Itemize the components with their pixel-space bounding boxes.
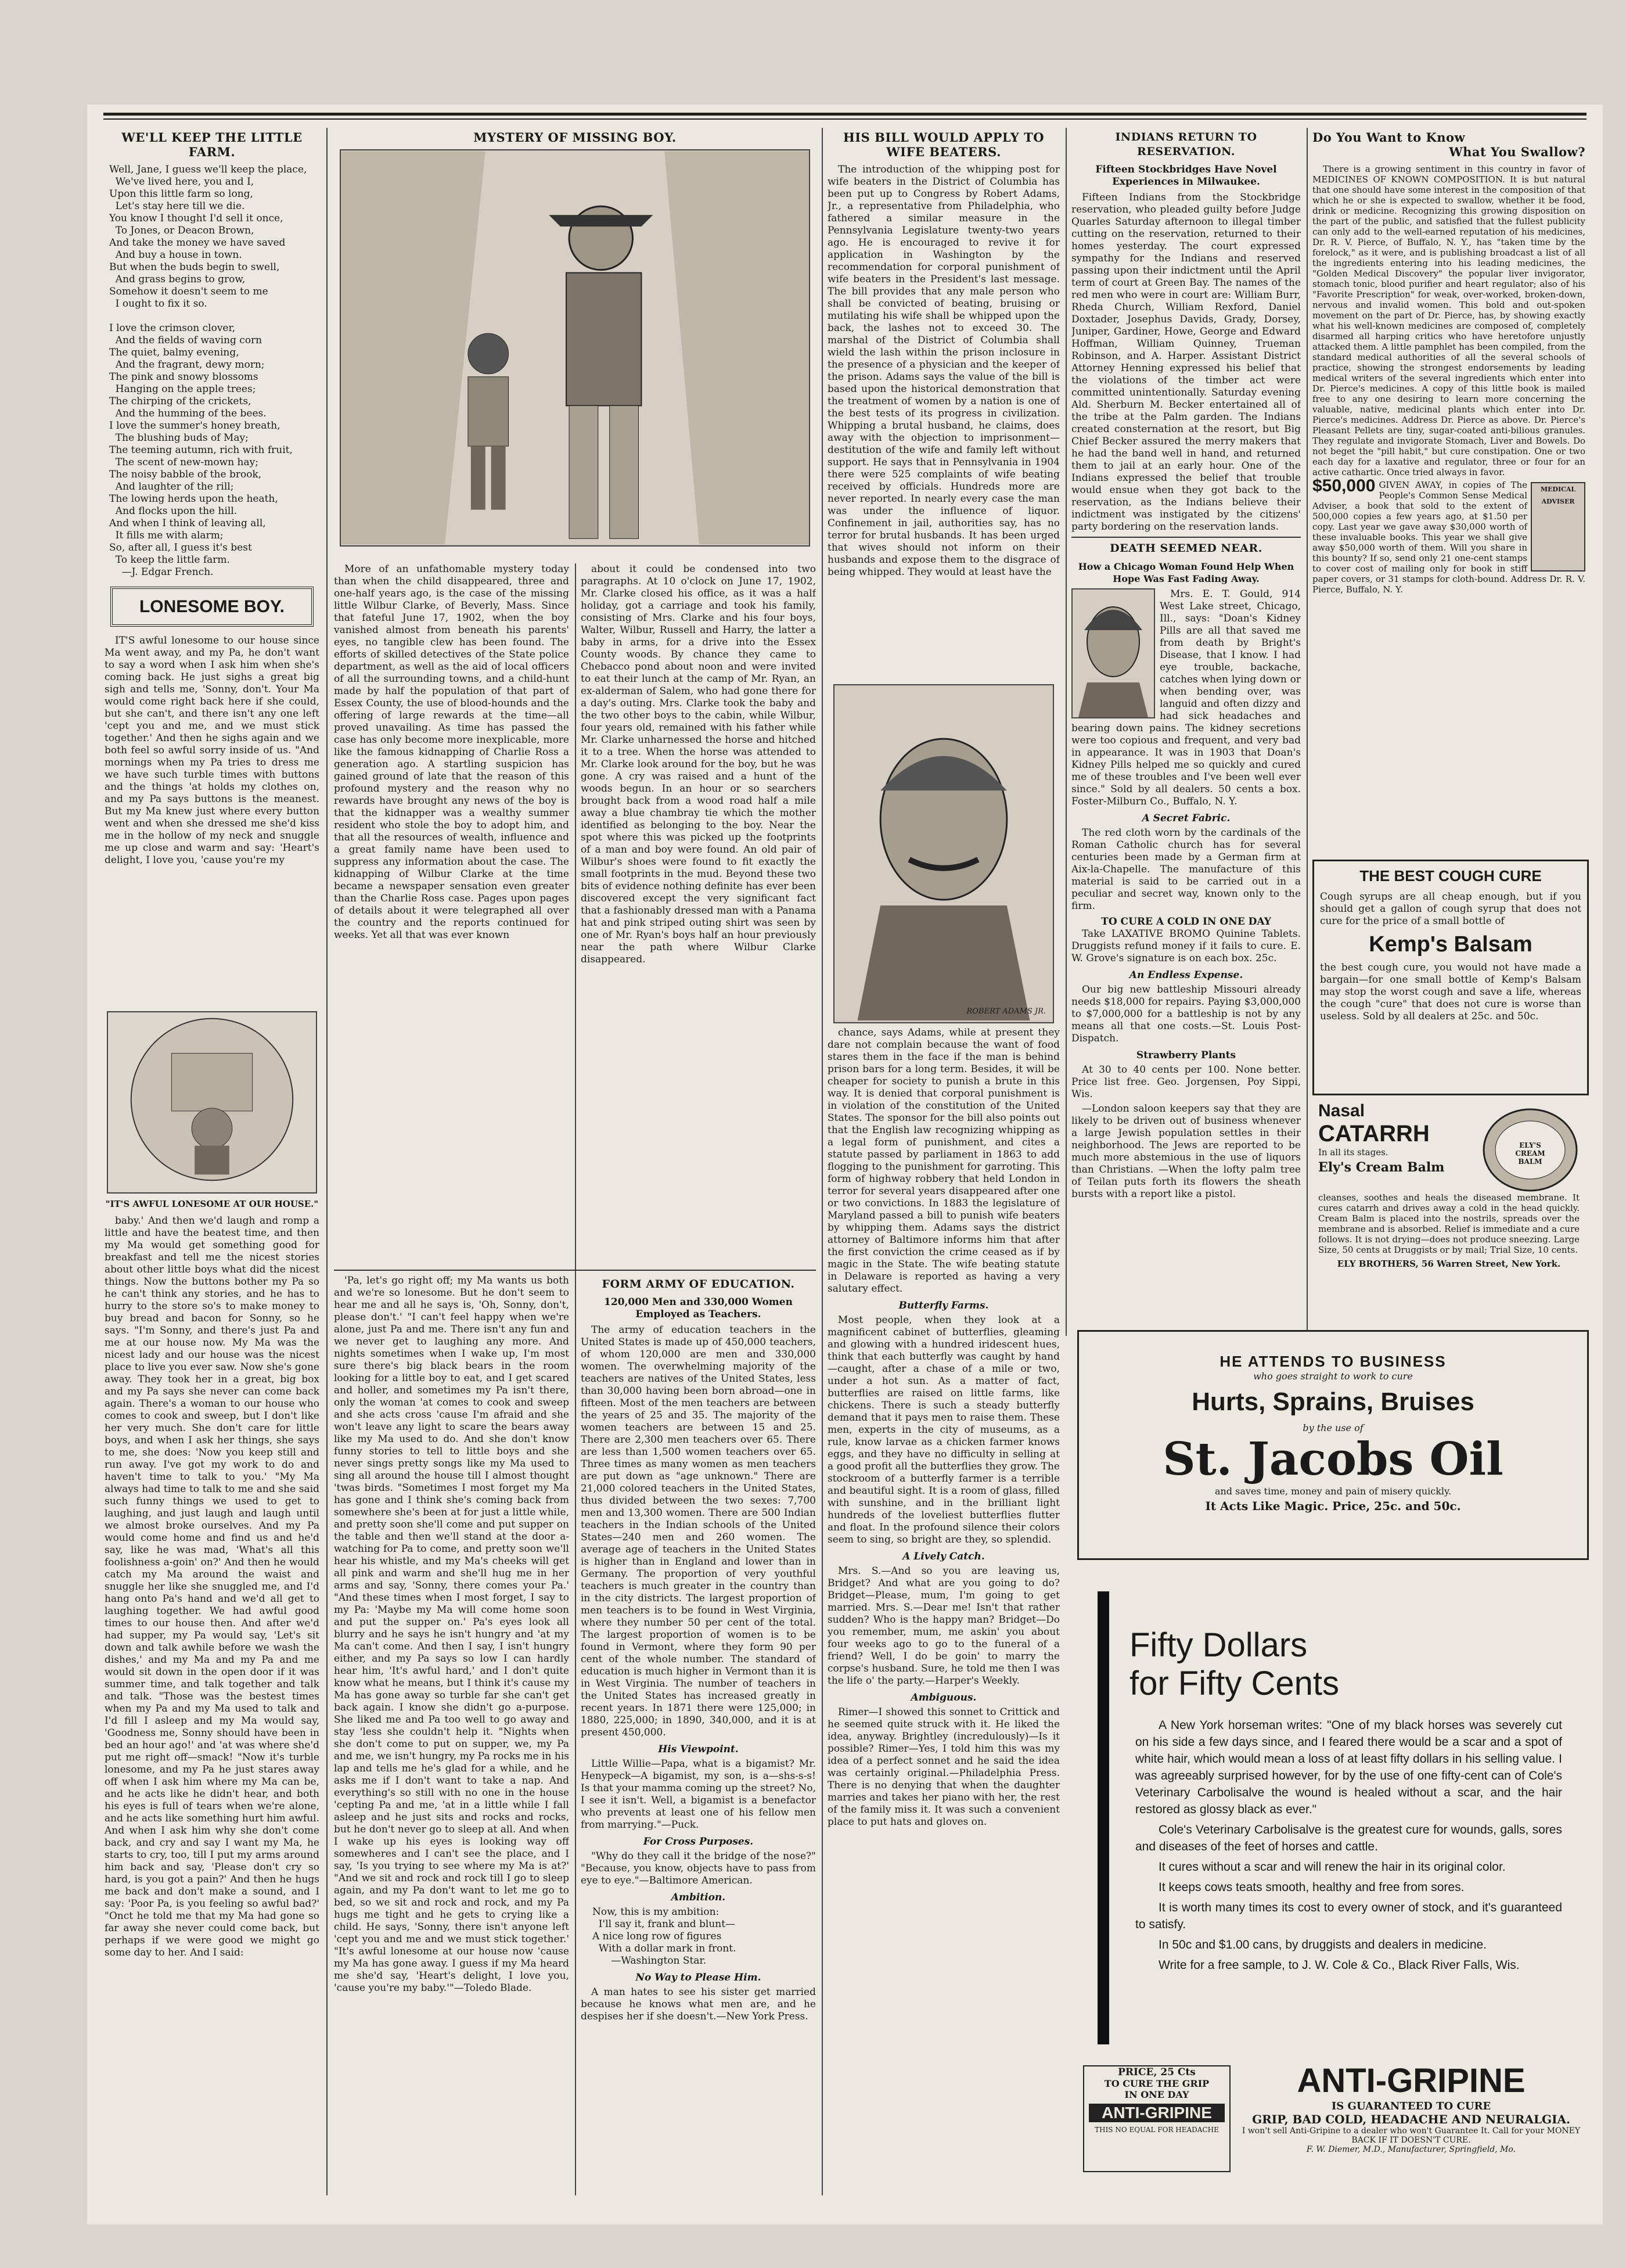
antigripine-box2: IN ONE DAY bbox=[1124, 2089, 1189, 2100]
catarrh-text: cleanses, soothes and heals the diseased membrane. It cures catarrh and drives away a cold in the head quickly. Cream Balm is placed into the nostrils, spreads over the membrane and is absorbed. Relief is immediate and a cure follows. It is not drying—does not produce sneezing. Large Size, 50 cents at Druggists or by mail; Trial Size, 10 cents. bbox=[1318, 1192, 1580, 1255]
antigripine-title: ANTI-GRIPINE bbox=[1297, 2062, 1526, 2100]
bill-title: HIS BILL WOULD APPLY TO WIFE BEATERS. bbox=[843, 130, 1045, 159]
catarrh-ad bbox=[1312, 1098, 1585, 1318]
kemps-text1: Cough syrups are all cheap enough, but if you should get a gallon of cough syrup that does not cure for the price of a small bottle of bbox=[1320, 891, 1581, 927]
ambition-text: Now, this is my ambition: I'll say it, frank and blunt— A nice long row of figures With a dollar mark in front. —Washington Star. bbox=[592, 1906, 736, 1967]
bill-text2: chance, says Adams, while at present they dare not complain because the want of food stares them in the face if the man is behind prison bars for a long term. Besides, it will be cheaper for society to punish a brute in this way. It is denied that corporal punishment is in violation of the constitution of the United States. The sponsor for the bill also points out that the English law recognizing whipping as a legal form of punishment, and cites a statute passed by parliament in 1863 to add flogging to the punishment for garroting. This form of highway robbery that held London in terror for several years disappeared after one or two convictions. In 1883 the legislature of Maryland passed a bill to punish wife beaters by whipping them. Adams says the district attorney of Baltimore informs him that after the first conviction the crime ceased as if by magic in the State. The wife beating statute in Delaware is reported as having a very salutary effect. bbox=[828, 1027, 1060, 1295]
lonesome-illustration bbox=[107, 1011, 317, 1194]
ambition-title: Ambition. bbox=[671, 1892, 726, 1903]
doans-subtitle: How a Chicago Woman Found Help When Hope Was Fast Fading Away. bbox=[1078, 561, 1294, 584]
jacobs-brand: St. Jacobs Oil bbox=[1163, 1433, 1503, 1486]
fifty-text: A New York horseman writes: "One of my black horses was severely cut on his side a few days since, and I feared there would be a scar and a spot of white hair, which would mean a loss of at least fifty dollars in his selling value. I was agreeably surprised however, for by the use of one fifty-cent can of Cole's Veterinary Carbolisalve the wound is healed without a scar, and the hair restored as glossy black as ever." bbox=[1135, 1719, 1562, 1816]
top-rule-thin bbox=[103, 118, 1587, 120]
antigripine-box3: ANTI-GRIPINE bbox=[1089, 2104, 1225, 2122]
medical-book-icon bbox=[1531, 482, 1585, 572]
mystery-text2: about it could be condensed into two paragraphs. At 10 o'clock on June 17, 1902, Mr. Clarke closed his office, as it was a half holiday, got a carriage and took his family, consisting of Mrs. Clarke and his four boys, Walter, Wilbur, Russell and Harry, the latter a baby in arms, for a drive into the Essex County woods. By chance they came to Chebacco pond about noon and were invited to eat their lunch at the camp of Mr. Ryan, an ex-alderman of Salem, who had gone there for a day's outing. Mrs. Clarke took the baby and the two other boys to the cabin, while Wilbur, four years old, remained with his father while Mr. Clarke unharnessed the horse and hitched it to a tree. When the horse was attended to Mr. Clarke look around for the boy, but he was gone. A cry was raised and a hunt of the woods begun. In an hour or so searchers brought back from a wood road half a mile away a blue chambray tie which the mother identified as belonging to the boy. Near the spot where this was picked up the footprints of a man and boy were found. An old pair of Wilbur's shoes were found to fit exactly the small footprints in the mud. Beyond these two bits of evidence nothing definite has ever been discovered except the very significant fact that a fashionably dressed man with a Panama hat and pink striped outing shirt was seen by one of Mr. Ryan's boys half an hour previously near the path where Wilbur Clarke disappeared. bbox=[581, 563, 816, 965]
education-text: The army of education teachers in the United States is made up of 450,000 teachers, of whom 120,000 are men and 330,000 women. The overwhelming majority of the teachers are natives of the United States, less than 30,000 having been born abroad—one in fifteen. Most of the men teachers are between the years of 25 and 35. The majority of the women teachers are between 15 and 25. There are 2,300 men teachers over 65. There are less than 1,500 women teachers over 65. Three times as many women as men teachers are put down as "age unknown." There are 21,000 colored teachers in the United States, thus divided between the two sexes: 7,700 men and 13,300 women. There are 500 Indian teachers in the Indian schools of the United States—240 men and 260 women. The average age of teachers in the United States is higher than in England and lower than in Germany. The proportion of very youthful teachers is much greater in the country than in the city districts. The largest proportion of men teachers is to be found in West Virginia, where they number 50 per cent of the total. The largest proportion of women is to be found in Vermont, where they form 90 per cent of the whole number. The standard of education is much higher in Vermont than it is in West Virginia. The number of teachers in the United States has increased greatly in recent years. In 1871 there were 125,000; in 1880, 225,000; in 1890, 340,000, and it is at present 450,000. bbox=[581, 1324, 816, 1738]
fabric-text: The red cloth worn by the cardinals of the Roman Catholic church has for several centuries been made by a German firm at Aix-la-Chapelle. The manufacture of this material is said to be carried out in a peculiar and secret way, known only to the firm. bbox=[1071, 827, 1301, 912]
mystery-bottom-rule bbox=[334, 1270, 816, 1271]
viewpoint-title: His Viewpoint. bbox=[658, 1744, 739, 1755]
poem-body bbox=[109, 164, 319, 578]
doans-title: DEATH SEEMED NEAR. bbox=[1110, 542, 1262, 555]
mystery-text1: More of an unfathomable mystery today than when the child disappeared, three and one-half years ago, is the case of the missing little Wilbur Clarke, of Beverly, Mass. Since that fateful June 17, 1902, when the boy vanished almost from beneath his parents' eyes, no tangible clew has been found. The efforts of skilled detectives of the State police department, as well as the aid of local officers of all the surrounding towns, and a child-hunt made by half the population of that part of Essex County, the use of blood-hounds and the offering of large rewards at the time—all proved unavailing. As time has passed the case has only become more inexplicable, more like the famous kidnapping of Charlie Ross a generation ago. A startling suspicion has gained ground of late that the reason of this profound mystery and the reason why no rewards have brought any news of the boy is that the kidnapper was a wealthy summer resident who stole the boy to adopt him, and that all the resources of wealth, influence and a great family name have been used to suppress any information about the case. The kidnapping of Wilbur Clarke at the time became a newspaper sensation even greater than the Charlie Ross case. Pages upon pages of details about it were telegraphed all over the country and the reports continued for weeks. Yet all that was ever known bbox=[334, 563, 569, 941]
fifty-p2: Cole's Veterinary Carbolisalve is the greatest cure for wounds, galls, sores and diseases of the feet of horses and cattle. bbox=[1135, 1823, 1562, 1853]
jacobs-line1: HE ATTENDS TO BUSINESS bbox=[1220, 1353, 1447, 1370]
pierce-title2: What You Swallow? bbox=[1449, 145, 1585, 159]
catarrh-stage: In all its stages. bbox=[1318, 1147, 1388, 1158]
catarrh-address: ELY BROTHERS, 56 Warren Street, New York. bbox=[1337, 1259, 1561, 1269]
mystery-col-a bbox=[334, 563, 569, 1266]
column-1 bbox=[105, 128, 319, 2195]
viewpoint-text: Little Willie—Papa, what is a bigamist? Mr. Henypeck—A bigamist, my son, is a—shs-s-s! Is that your mamma coming up the street? No, I see it isn't. Well, a bigamist is a benefactor who prevents at least one of his fellow men from marrying."—Puck. bbox=[581, 1758, 816, 1831]
education-subtitle: 120,000 Men and 330,000 Women Employed as Teachers. bbox=[604, 1296, 793, 1320]
expense-text: Our big new battleship Missouri already needs $18,000 for repairs. Paying $3,000,000 to $7,000,000 for a battleship is not by any means all that one costs.—St. Louis Post-Dispatch. bbox=[1071, 984, 1301, 1044]
indians-subtitle: Fifteen Stockbridges Have Novel Experiences in Milwaukee. bbox=[1095, 164, 1277, 188]
education-title: FORM ARMY OF EDUCATION. bbox=[602, 1278, 795, 1291]
antigripine-ad bbox=[1077, 2062, 1585, 2178]
column-rule-1 bbox=[326, 128, 328, 2195]
kemps-ad bbox=[1312, 860, 1589, 1095]
antigripine-price: PRICE, 25 Cts bbox=[1118, 2066, 1196, 2078]
jacobs-line5: and saves time, money and pain of misery quickly. bbox=[1214, 1486, 1452, 1497]
mystery-col-b bbox=[581, 563, 816, 1266]
cross-text: "Why do they call it the bridge of the nose?" "Because, you know, objects have to pass from eye to eye."—Baltimore American. bbox=[581, 1850, 816, 1886]
antigripine-line4: F. W. Diemer, M.D., Manufacturer, Springfield, Mo. bbox=[1306, 2145, 1516, 2154]
jacobs-line6: It Acts Like Magic. Price, 25c. and 50c. bbox=[1205, 1499, 1461, 1513]
catch-title: A Lively Catch. bbox=[902, 1551, 985, 1562]
portrait-caption: ROBERT ADAMS JR. bbox=[966, 1007, 1046, 1016]
fabric-title: A Secret Fabric. bbox=[1142, 813, 1231, 824]
fifty-p4: It keeps cows teats smooth, healthy and free from sores. bbox=[1159, 1881, 1465, 1894]
catarrh-brand: Ely's Cream Balm bbox=[1318, 1160, 1445, 1175]
bill-text1: The introduction of the whipping post for wife beaters in the District of Columbia has been put up to Congress by Robert Adams, Jr., a representative from Philadelphia, who fathered a similar measure in the Pennsylvania Legislature twenty-two years ago. He is encouraged to revive it for application in Washington by the recommendation for corporal punishment of wife beaters in the President's last message. The bill provides that any male person who shall be convicted of beating, bruising or mutilating his wife shall be whipped upon the back, the lashes not to exceed 30. The marshal of the District of Columbia shall wield the lash within the prison inclosure in the presence of a physician and the keeper of the prison. Adams says the value of the bill is based upon the historical demonstration that the treatment of women by a nation is one of the best tests of its progress in civilization. Whipping a brutal husband, he claims, does away with the objection to imprisonment—destitution of the wife and family left without support. He says that in Pennsylvania in 1904 there were 525 complaints of wife beating received by officials. Hundreds more are never reported. In nearly every case the man was under the influence of liquor. Confinement in jail, authorities say, has no terror for brutal husbands. It has been urged that wives should not inform on their husbands and expose them to the disgrace of being whipped. They would at least have the bbox=[828, 164, 1060, 578]
doans-portrait bbox=[1071, 588, 1155, 718]
expense-title: An Endless Expense. bbox=[1129, 969, 1243, 981]
antigripine-box4: THIS NO EQUAL FOR HEADACHE bbox=[1095, 2126, 1219, 2134]
bill-text1-wrap bbox=[828, 164, 1060, 681]
bill-column bbox=[828, 128, 1060, 2195]
column-rule-3 bbox=[822, 128, 823, 2195]
catarrh-title1: Nasal bbox=[1318, 1101, 1365, 1120]
fifty-p7: Write for a free sample, to J. W. Cole & Co., Black River Falls, Wis. bbox=[1159, 1958, 1520, 1972]
straw-title: Strawberry Plants bbox=[1136, 1049, 1236, 1061]
indians-text: Fifteen Indians from the Stockbridge reservation, who pleaded guilty before Judge Quarles Saturday afternoon to illegal timber cutting on the reservation, returned to their homes yesterday. The court expressed sympathy for the Indians and reserved passing upon their indictment until the April term of court at Green Bay. The names of the red men who were in court are: William Burr, Rheda Church, William Rexford, Daniel Doxtader, Josephus Davids, Grady, Dorsey, Juniper, Gardiner, Howe, George and Edward Hoffman, William Quinney, Trueman Robinson, and A. Harper. Assistant District Attorney Henning expressed his belief that the violations of the timber act were committed unintentionally. Saturday evening Ald. Sherburn M. Becker entertained all of the tribe at the Palm garden. The Indians created consternation at the resort, but Big Chief Becker assured the merry makers that he had the band well in hand, and returned them to jail at an early hour. One of the Indians expressed the belief that trouble would ensue when they got back to the reservation, as the Indians believe their indictment was instigated by the citizens' party bordering on the reservation lands. bbox=[1071, 192, 1301, 533]
doans-text: Mrs. E. T. Gould, 914 West Lake street, Chicago, Ill., says: "Doan's Kidney Pills are all that saved me from death by Bright's Disease, that I know. I had eye trouble, backache, catches when lying down or when bending over, was languid and often dizzy and had sick headaches and bearing down pains. The kidney secretions were too copious and frequent, and very bad in appearance. It was in 1903 that Doan's Kidney Pills helped me so quickly and cured me of these troubles and I've been well ever since." Sold by all dealers. 50 cents a box. Foster-Milburn Co., Buffalo, N. Y. bbox=[1071, 588, 1301, 807]
jacobs-line4: by the use of bbox=[1303, 1422, 1364, 1433]
catarrh-title2: CATARRH bbox=[1318, 1121, 1430, 1146]
indians-column bbox=[1071, 128, 1301, 1336]
ambiguous-title: Ambiguous. bbox=[911, 1692, 977, 1703]
straw-text: At 30 to 40 cents per 100. None better. Price list free. Geo. Jorgensen, Poy Sippi, Wis. bbox=[1071, 1064, 1301, 1100]
antigripine-line3: I won't sell Anti-Gripine to a dealer who won't Guarantee It. Call for your MONEY BACK IF IT DOESN'T CURE. bbox=[1242, 2126, 1581, 2145]
top-rule bbox=[103, 113, 1587, 116]
poem-lines: Well, Jane, I guess we'll keep the place, We've lived here, you and I, Upon this little farm so long, Let's stay here till we die. You know I thought I'd sell it once, To Jones, or Deacon Brown, And take the money we have saved And buy a house in town. But when the buds begin to swell, And grass begins to grow, Somehow it doesn't seem to me I ought to fix it so. I love the crimson clover, And the fields of waving corn The quiet, balmy evening, And the fragrant, dewy morn; The pink and snowy blossoms Hanging on the apple trees; The chirping of the crickets, And the humming of the bees. I love the summer's honey breath, The blushing buds of May; The teeming autumn, rich with fruit, The scent of new-mown hay; The noisy babble of the brook, And laughter of the rill; The lowing herds upon the heath, And flocks upon the hill. And when I think of leaving all, It fills me with alarm; So, after all, I guess it's best To keep the little farm. —J. Edgar French. bbox=[109, 164, 307, 578]
antigripine-box-icon bbox=[1083, 2065, 1231, 2172]
poem-title: WE'LL KEEP THE LITTLE FARM. bbox=[121, 130, 303, 159]
lonesome-text-wrap bbox=[105, 635, 319, 1007]
noway-text: A man hates to see his sister get married because he knows what men are, and he despises her if she doesn't.—New York Press. bbox=[581, 1986, 816, 2022]
cold-title: TO CURE A COLD IN ONE DAY bbox=[1101, 916, 1271, 928]
boy-illustration-icon bbox=[108, 1012, 316, 1192]
fifty-ad bbox=[1098, 1591, 1568, 2044]
portrait-illustration-icon bbox=[834, 685, 1053, 1022]
fifty-title2: for Fifty Cents bbox=[1129, 1665, 1339, 1702]
antigripine-line1: IS GUARANTEED TO CURE bbox=[1331, 2100, 1491, 2112]
pierce-ad bbox=[1312, 128, 1585, 854]
lonesome-col-continued bbox=[334, 1275, 569, 2192]
education-column bbox=[581, 1275, 816, 2192]
lonesome-caption: "IT'S AWFUL LONESOME AT OUR HOUSE." bbox=[105, 1199, 319, 1209]
fifty-p6: In 50c and $1.00 cans, by druggists and dealers in medicine. bbox=[1159, 1938, 1487, 1951]
pierce-title: Do You Want to Know bbox=[1312, 130, 1466, 145]
misc-text: —London saloon keepers say that they are likely to be driven out of business whenever a large Jewish population settles in their neighborhood. The Jews are reported to be much more abstemious in the use of liquors than Christians. —When the lofty palm tree of Teilan puts forth its flowers the sheath bursts with a report like a pistol. bbox=[1071, 1103, 1301, 1200]
lonesome-text2: baby.' And then we'd laugh and romp a little and have the beatest time, and then my Ma would get something good for breakfast and tell me the nicest stories about other little boys what did the nicest things. Now the buttons bother my Pa so he can't think any stories, and he has to hurry to the store so's to make money to buy bread and bacon for Sonny, so he says. "I'm Sonny, and there's just Pa and me at our house now. My Ma was the nicest lady and our house was the nicest place to live you ever saw. Now she's gone away. They took her in a great, big box and my Pa says she never can come back again. There's a woman to our house who comes to cook and sweep, but I don't like her very much. She don't care for little boys, and when I ask her things, she says to me, she does: 'Now you keep still and run away. I've got my work to do and haven't time to talk to you.' "My Ma always had time to talk to me and she said such funny things we used to get to laughing, and just laugh and laugh until we almost broke ourselves. And my Pa would come home and find us and he'd say, like he was mad, 'What's all this foolishness a-goin' on?' And then he would catch my Ma around the waist and snuggle her like she snuggled me, and I'd hang onto Pa's hand and we'd all get to laughing together. We had awful good times to our house then. And after we'd had supper, my Pa would say, 'Let's sit down and talk awhile before we wash the dishes,' and my Ma and my Pa and me would sit down in the open door if it was summer time, and talk together and talk and talk. "Those was the bestest times when my Pa and my Ma used to talk and I'd fill I asleep and my Ma would say, 'Goodness me, Sonny should have been in bed an hour ago!' and 'at was where she'd put me right off—smack! "Now it's turble lonesome, and my Pa he just stares away off when I ask him where my Ma can be, and he acts like he didn't hear, and both his eyes is full of tears when we're alone, and he acts like something hurt him awful. And when I ask him why she don't come back, and cry and say I want my Ma, he starts to cry, too, till I put my arms around him back and say, 'Please don't cry so hard, is you got a pain?' And then he hugs me back and don't make a sound, and I say: 'Poor Pa, is you feeling so awful bad?' "Onct he told me that my Ma had gone so far away she never could come back, but perhaps if we were good we might go some day to her. And I said: bbox=[105, 1215, 319, 1958]
kemps-text2: the best cough cure, you would not have made a bargain—for one small bottle of Kemp's Balsam may stop the worst cough and save a life, whereas the cough "cure" that does not cure is worse than useless. Sold by all dealers at 25c. and 50c. bbox=[1320, 962, 1581, 1022]
woman-portrait-icon bbox=[1073, 590, 1154, 717]
lonesome-text2-wrap bbox=[105, 1215, 319, 2121]
antigripine-line2: GRIP, BAD COLD, HEADACHE AND NEURALGIA. bbox=[1252, 2112, 1570, 2126]
lonesome-text: IT'S awful lonesome to our house since Ma went away, and my Pa, he don't want to say a word when I ask him when she's coming back. He just sighs a great big sigh and tells me, 'Sonny, don't. Your Ma would come right back here if she could, but she can't, and there isn't any one left 'cept you and me, and we must stick together.' And then he sighs again and we both feel so awful sorry inside of us. "And mornings when my Pa tries to dress me we have such turble times with buttons and the things 'at holds my clothes on, and my Pa says buttons is the meanest. But my Ma knew just where every button went and when she dressed me she'd kiss me in the hollow of my neck and snuggle me up close and warm and say: 'Heart's delight, I love you, 'cause you're my bbox=[105, 635, 319, 866]
lonesome-text3: 'Pa, let's go right off; my Ma wants us both and we're so lonesome. But he don't seem to hear me and all he says is, 'Oh, Sonny, don't, please don't.' "I can't feel happy when we're alone, just Pa and me. There isn't any fun and we never get to laughing any more. And nights sometimes when I wake up, I'm most sure there's big black bears in the room looking for a little boy to eat, and I get scared and holler, and sometimes my Pa isn't there, only the woman 'at comes to cook and sweep and she acts cross 'cause I'm afraid and she won't leave any light to scare the bears away like my Ma used to do. And she don't know funny stories to tell to little boys and she never sings pretty songs like my Ma used to sing all around the house till I almost thought 'twas birds. "Sometimes I most forget my Ma has gone and I think she's coming back from somewhere she's been at for just a little while, and pretty soon she'll come and put supper on the table and then we'll stand at the door a-watching for Pa to come, and pretty soon we'll hear his whistle, and my Ma's cheeks will get all pink and warm and she'll hug me in her arms and say, 'Sonny, there comes your Pa.' "And these times when I most forget, I say to my Pa: 'Maybe my Ma will come home soon and put the supper on.' Pa's eyes look all blurry and he says he isn't hungry and 'at my Ma can't come. And then I say, I isn't hungry either, and my Pa says so low I can hardly hear him, 'It's awful hard,' and I don't quite know what he means, but I think it's cause my Ma has gone away so turble far she can't get back again. I know she didn't go a-purpose. She liked me and Pa too well to go away and stay 'less she couldn't help it. "Nights when she don't come to put on supper, we, my Pa and me, we isn't hungry, my Pa rocks me in his lap and tells me he's glad for a while, and he asks me if I don't want to take a nap. And everything's so still with no one in the house 'cepting Pa and me, 'at in a little while I fall asleep and he just sits and rocks and rocks, but he don't never go to sleep at all. And when I wake up his eyes is looking way off somewheres and I can't see the place, and I say, 'Is you trying to see where my Ma is at?' "And we sit and rock and rock till I go to sleep again, and my Pa don't want to let me go to bed, so we sit and rock and rock, and my Pa hugs me tight and he gets to crying like a child. He says, 'Sonny, there isn't anyone left 'cept you and me and we must stick together.' "It's awful lonesome at our house now 'cause my Ma has gone away. I guess if my Ma heard me she'd say, 'Heart's delight, I love you, 'cause you're my baby.'"—Toledo Blade. bbox=[334, 1275, 569, 1994]
jacobs-line2: who goes straight to work to cure bbox=[1253, 1371, 1413, 1382]
ambiguous-text: Rimer—I showed this sonnet to Crittick and he seemed quite struck with it. He liked the idea, anyway. Brightley (incredulously)—Is it possible? Rimer—Yes, I told him this was my idea of a perfect sonnet and he said the idea was certainly original.—Philadelphia Press. There is no denying that when the daughter marries and takes her piano with her, the rest of the family miss it. It was such a convenient place to put hats and gloves on. bbox=[828, 1706, 1060, 1828]
indians-rule bbox=[1071, 537, 1301, 538]
column-rule-2 bbox=[575, 563, 576, 2195]
column-rule-4 bbox=[1066, 128, 1067, 1336]
butterfly-text: Most people, when they look at a magnificent cabinet of butterflies, gleaming and glowing with a hundred iridescent hues, think that each butterfly was caught by hand—caught, after a chase of a mile or two, under a hot sun. As a matter of fact, butterflies are raised on little farms, like chickens. There is such a steady butterfly demand that it pays men to raise them. These men, experts in the city of museums, as a rule, know larvae as a chicken farmer knows eggs, and they have no difficulty in selling at a good profit all the butterflies they grow. The stockroom of a butterfly farmer is a terrible and beautiful sight. It is a room of glass, filled with sunshine, and in the brilliant light hundreds of the loveliest butterflies flutter and float. In the profound silence their colors seem to sing, so bright are they, so splendid. bbox=[828, 1314, 1060, 1545]
bill-portrait bbox=[833, 684, 1054, 1023]
mystery-illustration bbox=[340, 149, 810, 547]
jacobs-ad bbox=[1077, 1330, 1589, 1560]
pierce-text: There is a growing sentiment in this country in favor of MEDICINES OF KNOWN COMPOSITION. It is but natural that one should have some interest in the composition of that which he or she is expected to swallow, whether it be food, drink or medicine. Recognizing this growing disposition on the part of the public, and satisfied that the fullest publicity can only add to the well-earned reputation of his medicines, Dr. R. V. Pierce, of Buffalo, N. Y., has "taken time by the forelock," as it were, and is publishing broadcast a list of all the ingredients entering into his leading medicines, the "Golden Medical Discovery" the popular liver invigorator, stomach tonic, blood purifier and heart regulator; also of his "Favorite Prescription" for weak, over-worked, broken-down, nervous and invalid women. This bold and out-spoken movement on the part of Dr. Pierce, has, by showing exactly what his well-known medicines are composed of, completely disarmed all harping critics who have heretofore unjustly attacked them. A little pamphlet has been compiled, from the standard medical authorities of all the several schools of practice, showing the strongest endorsements by leading medical writers of the several ingredients which enter into Dr. Pierce's medicines. A copy of this little book is mailed free to any one desiring to learn more concerning the valuable, native, medicinal plants which enter into Dr. Pierce's medicines. Address Dr. Pierce as above. Dr. Pierce's Pleasant Pellets are tiny, sugar-coated anti-bilious granules. They regulate and invigorate Stomach, Liver and Bowels. Do not beget the "pill habit," but cure constipation. One or two each day for a laxative and regulator, three or four for an active cathartic. Once tried always in favor. bbox=[1312, 164, 1585, 477]
catch-text: Mrs. S.—And so you are leaving us, Bridget? And what are you going to do? Bridget—Please, mum, I'm going to get married. Mrs. S.—Dear me! Isn't that rather sudden? Who is the happy man? Bridget—Do you remember, mum, me askin' you about four weeks ago to go to the funeral of a friend? Well, I do be goin' to marry the corpse's husband. Sure, he told me then I was the life o' the party.—Harper's Weekly. bbox=[828, 1565, 1060, 1687]
book-label: MEDICAL ADVISER bbox=[1540, 486, 1576, 505]
mystery-header-area bbox=[334, 128, 816, 558]
lonesome-title: LONESOME BOY. bbox=[110, 587, 314, 627]
butterfly-title: Butterfly Farms. bbox=[898, 1300, 989, 1311]
fifty-p3: It cures without a scar and will renew the hair in its original color. bbox=[1159, 1860, 1506, 1874]
jacobs-line3: Hurts, Sprains, Bruises bbox=[1192, 1388, 1474, 1416]
cold-text: Take LAXATIVE BROMO Quinine Tablets. Druggists refund money if it fails to cure. E. W. Grove's signature is on each box. 25c. bbox=[1071, 928, 1301, 964]
kemps-brand: Kemp's Balsam bbox=[1369, 932, 1533, 957]
antigripine-box1: TO CURE THE GRIP bbox=[1104, 2078, 1210, 2089]
cream-balm-jar-icon bbox=[1475, 1098, 1585, 1196]
jar-label: ELY'S CREAM BALM bbox=[1515, 1141, 1545, 1166]
fifty-ad-bar bbox=[1098, 1591, 1109, 2044]
gift-head: $50,000 bbox=[1312, 476, 1376, 495]
mystery-title: MYSTERY OF MISSING BOY. bbox=[473, 130, 677, 145]
man-and-boy-illustration-icon bbox=[341, 150, 809, 545]
noway-title: No Way to Please Him. bbox=[635, 1972, 761, 1983]
fifty-title1: Fifty Dollars bbox=[1129, 1626, 1308, 1664]
column-rule-5 bbox=[1307, 128, 1308, 1336]
newspaper-page bbox=[87, 105, 1603, 2224]
cross-title: For Cross Purposes. bbox=[643, 1836, 754, 1848]
kemps-title: THE BEST COUGH CURE bbox=[1359, 867, 1542, 885]
fifty-p5: It is worth many times its cost to every owner of stock, and it's guaranteed to satisfy. bbox=[1135, 1901, 1562, 1931]
gift-text: GIVEN AWAY, in copies of The People's Common Sense Medical Adviser, a book that sold to the extent of 500,000 copies a few years ago, at $1.50 per copy. Last year we gave away $30,000 worth of these invaluable books. This year we shall give away $50,000 worth of them. Will you share in this bounty? If so, send only 21 one-cent stamps to cover cost of mailing only for book in stiff paper covers, or 31 stamps for cloth-bound. Address Dr. R. V. Pierce, Buffalo, N. Y. bbox=[1312, 480, 1585, 595]
indians-title: INDIANS RETURN TO RESERVATION. bbox=[1115, 131, 1257, 158]
